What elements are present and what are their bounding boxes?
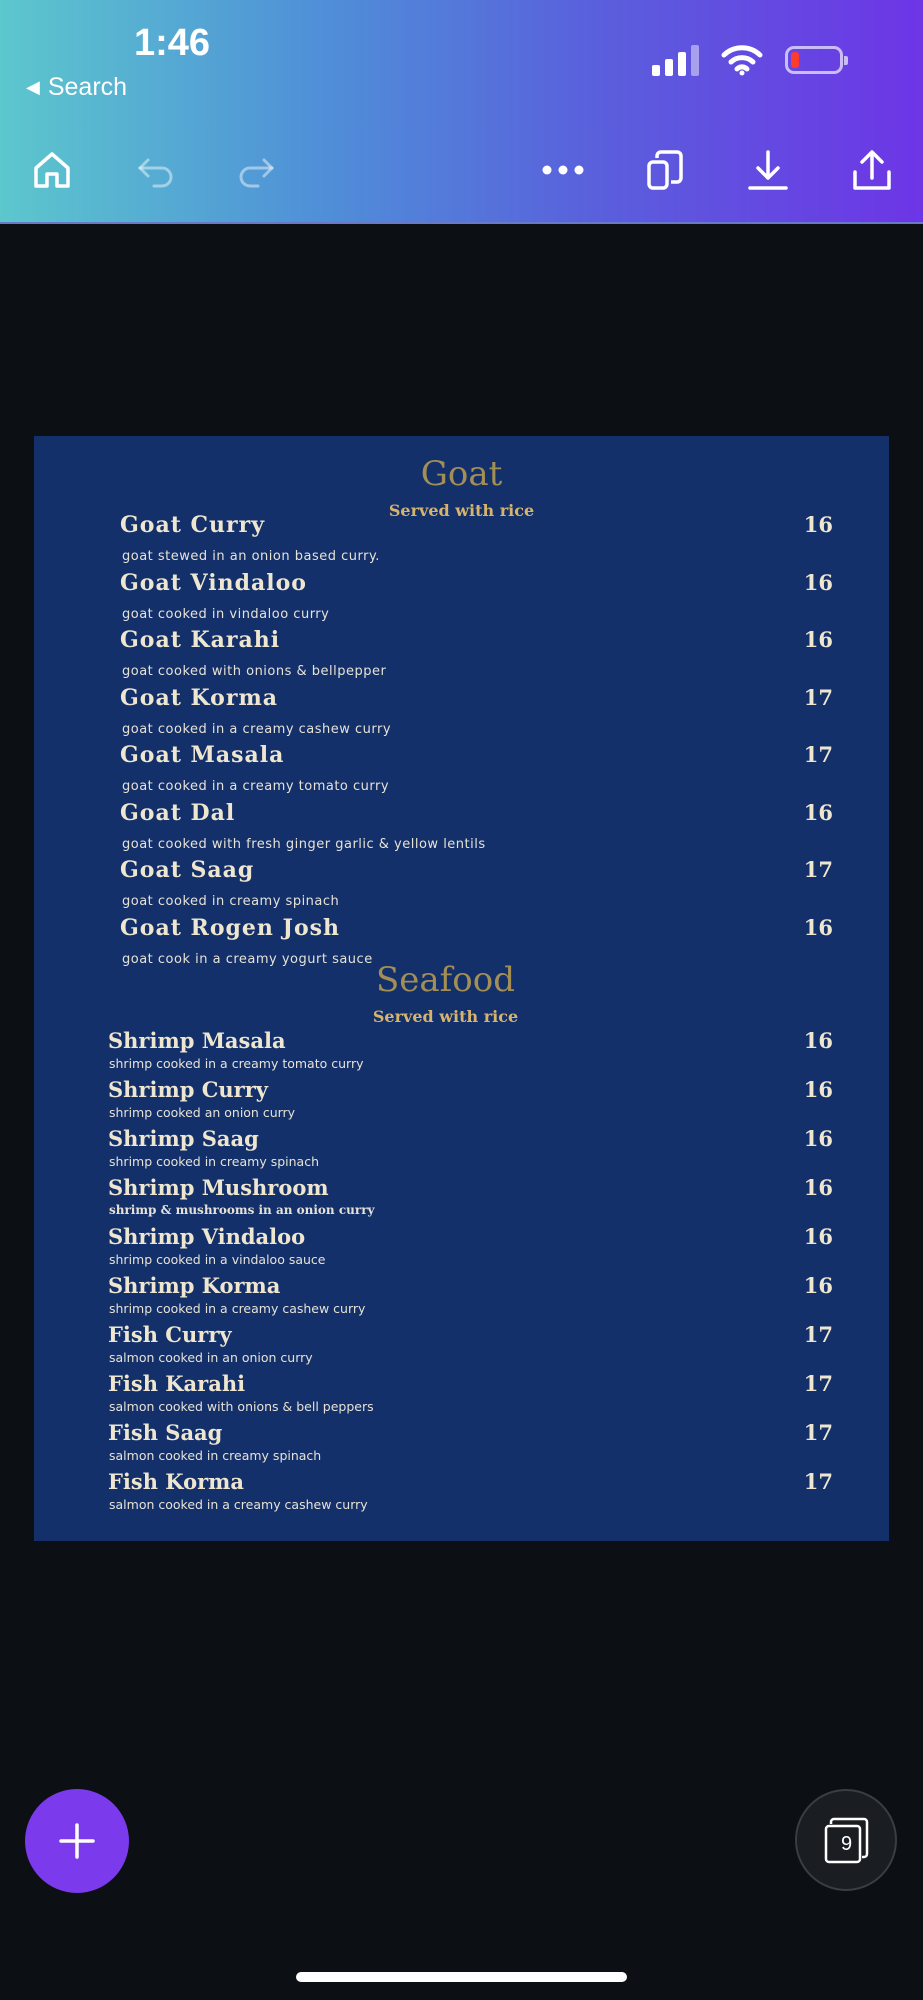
- home-indicator: [296, 1972, 627, 1982]
- item-name: Fish Curry: [108, 1322, 232, 1347]
- item-price: 16: [803, 1028, 833, 1053]
- home-button[interactable]: [22, 140, 82, 200]
- item-name: Goat Korma: [120, 685, 278, 711]
- back-label: Search: [47, 73, 128, 101]
- item-name: Fish Karahi: [108, 1371, 246, 1396]
- item-description: salmon cooked with onions & bell peppers: [109, 1399, 374, 1414]
- duplicate-icon: [643, 148, 687, 192]
- item-price: 16: [803, 1126, 833, 1151]
- item-description: shrimp cooked in a vindaloo sauce: [109, 1252, 326, 1267]
- item-name: Shrimp Mushroom: [108, 1175, 329, 1200]
- item-price: 16: [803, 800, 833, 825]
- share-icon: [850, 148, 894, 192]
- item-description: goat cooked in creamy spinach: [122, 894, 340, 909]
- item-description: goat cooked in vindaloo curry: [122, 607, 330, 622]
- item-name: Shrimp Masala: [108, 1028, 286, 1053]
- share-button[interactable]: [842, 140, 902, 200]
- pages-button[interactable]: [795, 1789, 897, 1891]
- item-name: Goat Vindaloo: [120, 570, 307, 596]
- item-name: Goat Masala: [120, 742, 285, 768]
- download-icon: [746, 148, 790, 192]
- item-name: Shrimp Korma: [108, 1273, 281, 1298]
- duplicate-button[interactable]: [635, 140, 695, 200]
- cellular-signal-icon: [652, 44, 699, 76]
- item-name: Goat Rogen Josh: [120, 915, 340, 941]
- item-name: Shrimp Vindaloo: [108, 1224, 306, 1249]
- item-price: 17: [803, 685, 833, 710]
- page-count: 9: [841, 1833, 853, 1855]
- menu-page[interactable]: [34, 436, 889, 1541]
- item-price: 16: [803, 1273, 833, 1298]
- item-name: Shrimp Curry: [108, 1077, 269, 1102]
- item-price: 16: [803, 1175, 833, 1200]
- item-name: Goat Curry: [120, 512, 266, 538]
- item-description: shrimp cooked in a creamy tomato curry: [109, 1056, 364, 1071]
- item-name: Shrimp Saag: [108, 1126, 259, 1151]
- item-description: shrimp & mushrooms in an onion curry: [109, 1203, 375, 1217]
- redo-button[interactable]: [226, 140, 286, 200]
- item-description: goat cooked with fresh ginger garlic & yellow lentils: [122, 837, 486, 852]
- goat-section-subtitle: Served with rice: [388, 501, 535, 520]
- battery-icon: [785, 46, 843, 74]
- item-price: 17: [803, 857, 833, 882]
- wifi-icon: [721, 44, 763, 76]
- item-description: goat cook in a creamy yogurt sauce: [122, 952, 373, 967]
- item-description: goat cooked with onions & bellpepper: [122, 664, 387, 679]
- undo-button[interactable]: [126, 140, 186, 200]
- item-description: shrimp cooked in creamy spinach: [109, 1154, 319, 1169]
- seafood-section-subtitle: Served with rice: [372, 1007, 519, 1026]
- add-page-button[interactable]: [25, 1789, 129, 1893]
- back-arrow-icon: ◀: [26, 77, 40, 97]
- more-icon: [541, 164, 585, 176]
- download-button[interactable]: [738, 140, 798, 200]
- item-price: 17: [803, 742, 833, 767]
- item-name: Fish Korma: [108, 1469, 244, 1494]
- item-price: 17: [803, 1420, 833, 1445]
- back-to-search-button[interactable]: [26, 73, 127, 102]
- item-description: salmon cooked in creamy spinach: [109, 1448, 322, 1463]
- item-description: shrimp cooked an onion curry: [109, 1105, 296, 1120]
- item-description: salmon cooked in a creamy cashew curry: [109, 1497, 368, 1512]
- goat-section-title: Goat: [420, 454, 503, 494]
- item-description: goat cooked in a creamy cashew curry: [122, 722, 392, 737]
- item-price: 17: [803, 1469, 833, 1494]
- item-name: Fish Saag: [108, 1420, 223, 1445]
- item-price: 16: [803, 915, 833, 940]
- item-price: 16: [803, 1224, 833, 1249]
- item-description: goat cooked in a creamy tomato curry: [122, 779, 390, 794]
- item-price: 16: [803, 627, 833, 652]
- item-price: 16: [803, 512, 833, 537]
- seafood-section-title: Seafood: [376, 960, 515, 1000]
- item-name: Goat Dal: [120, 800, 236, 826]
- item-price: 17: [803, 1371, 833, 1396]
- plus-icon: [57, 1821, 97, 1861]
- undo-icon: [134, 148, 178, 192]
- status-time: 1:46: [134, 22, 211, 64]
- item-price: 17: [803, 1322, 833, 1347]
- item-name: Goat Saag: [120, 857, 255, 883]
- item-description: goat stewed in an onion based curry.: [122, 549, 380, 564]
- top-bar: [0, 0, 923, 224]
- item-description: salmon cooked in an onion curry: [109, 1350, 313, 1365]
- redo-icon: [234, 148, 278, 192]
- item-price: 16: [803, 570, 833, 595]
- home-icon: [30, 148, 74, 192]
- item-name: Goat Karahi: [120, 627, 281, 653]
- more-button[interactable]: [533, 140, 593, 200]
- item-description: shrimp cooked in a creamy cashew curry: [109, 1301, 366, 1316]
- item-price: 16: [803, 1077, 833, 1102]
- status-icons: [652, 44, 843, 76]
